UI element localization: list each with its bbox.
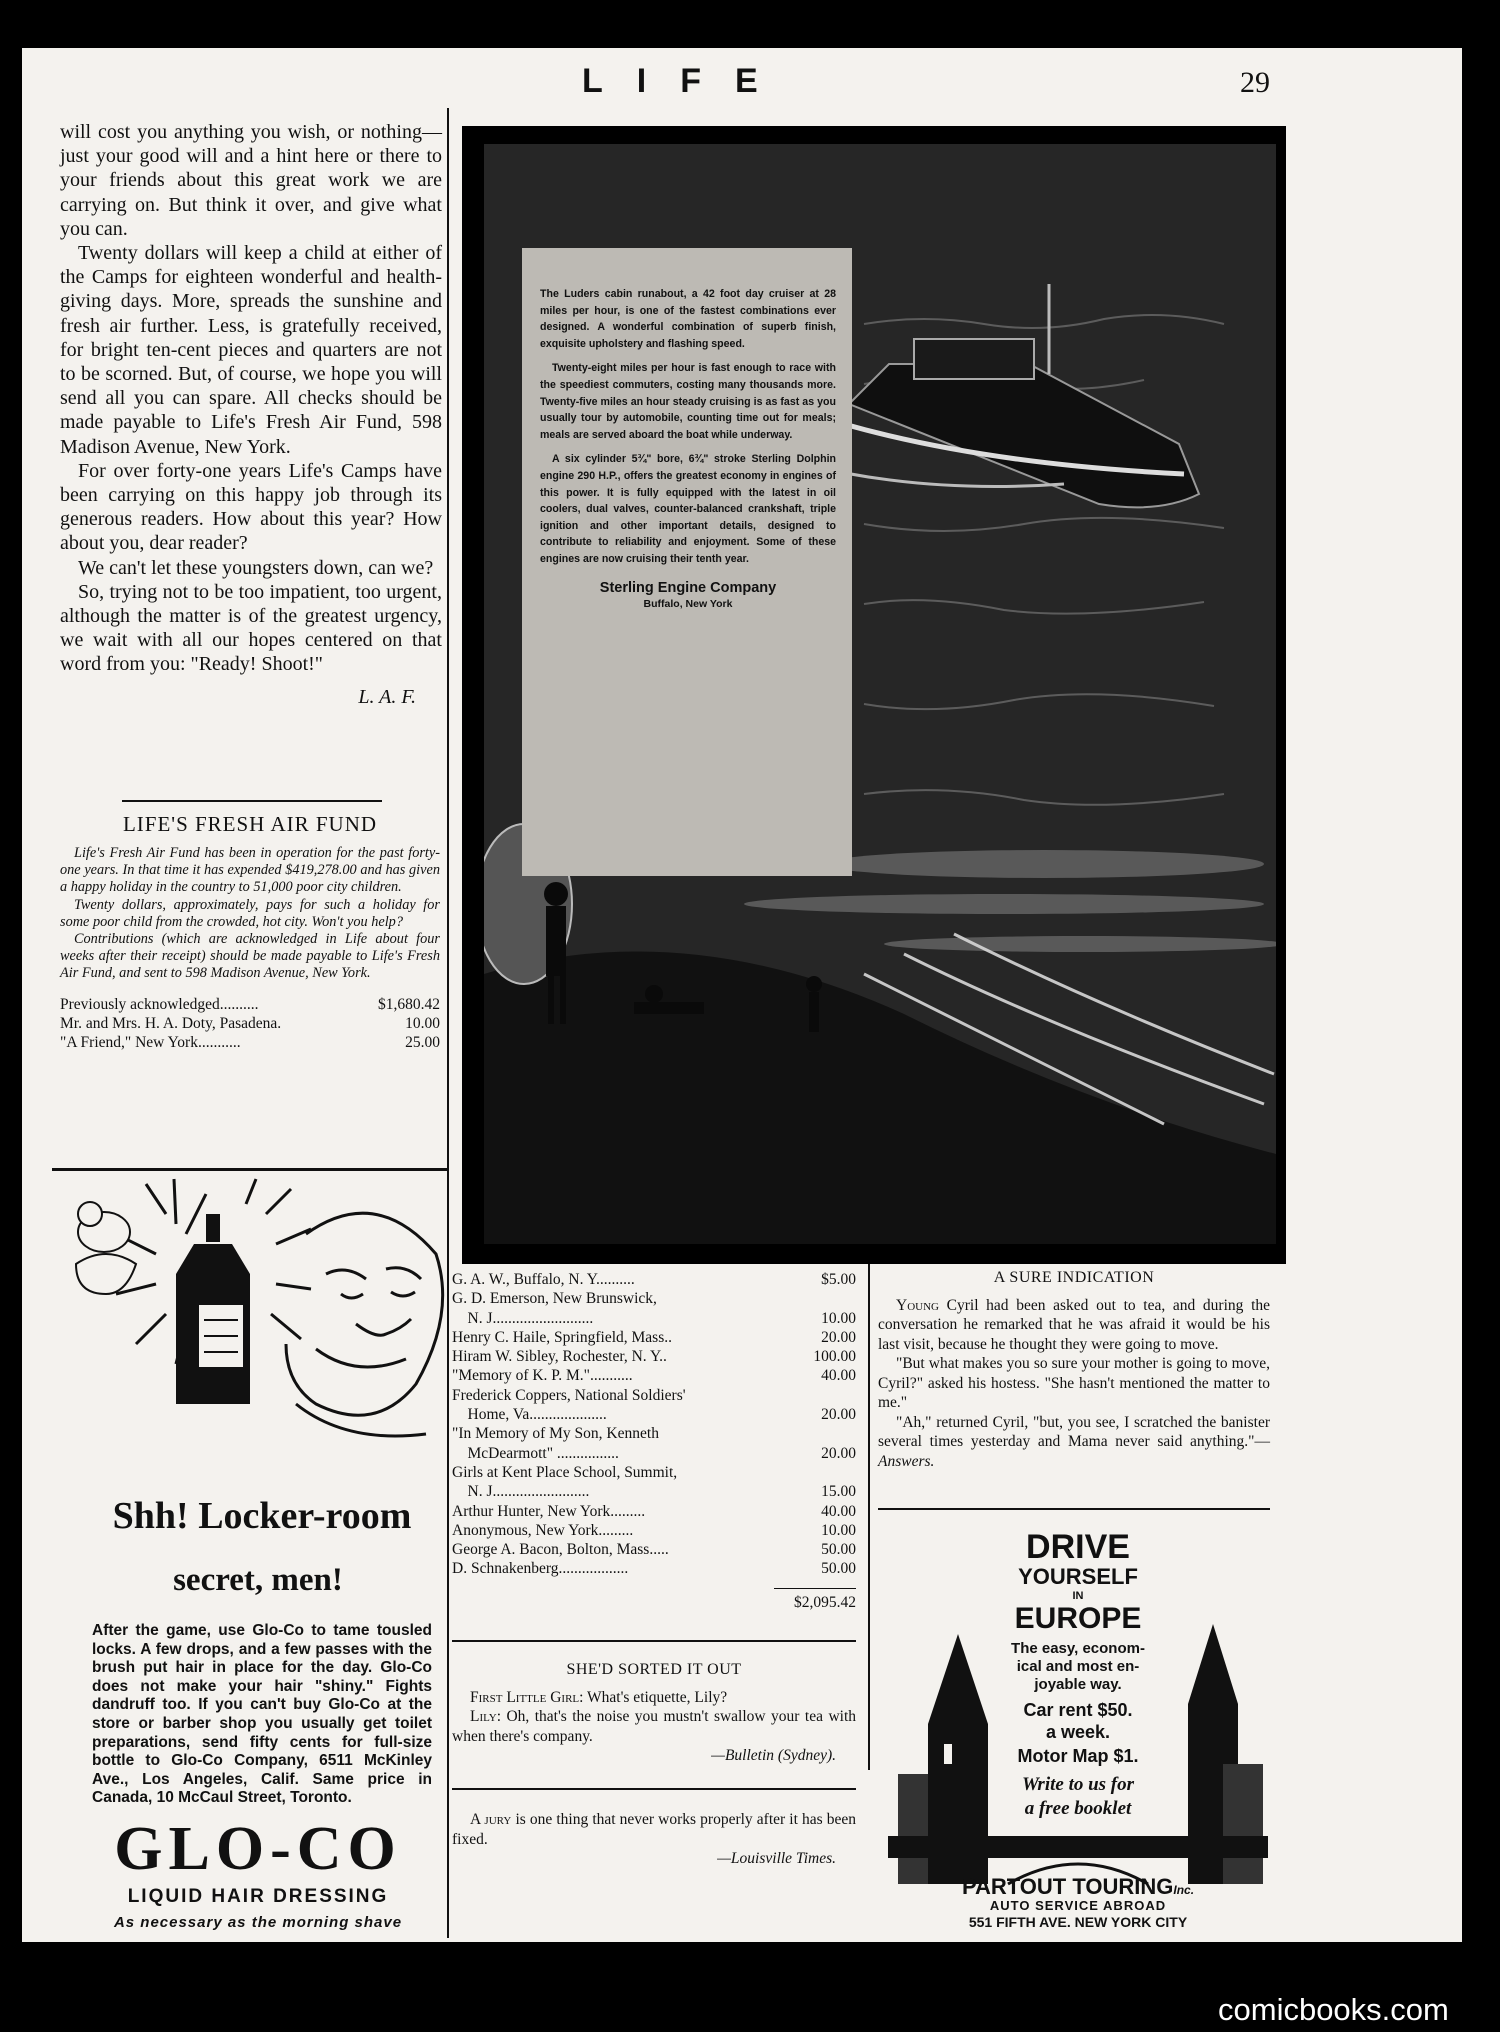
partout-address: 551 FIFTH AVE. NEW YORK CITY	[968, 1914, 1188, 1930]
fund-title: LIFE'S FRESH AIR FUND	[122, 812, 378, 836]
partout-rent: Car rent $50.	[1023, 1700, 1133, 1720]
contributor: "In Memory of My Son, Kenneth	[452, 1425, 659, 1443]
amount: 20.00	[821, 1328, 856, 1346]
jury-top-rule	[452, 1788, 856, 1790]
watermark: comicbooks.com	[1218, 1992, 1449, 2027]
contributor: N. J..........................	[452, 1309, 594, 1327]
amount: $5.00	[821, 1271, 856, 1288]
sterling-city: Buffalo, New York	[643, 598, 733, 611]
editorial-paragraph: Twenty dollars will keep a child at either of the Camps for eighteen wonderful and health-giving days. More, spreads the sunshine and fresh air further. Less, is gratefully received, for bright ten-cent pieces and quarters are not to be scorned. But, of course, we hope you will send all you can spare. All checks should be made payable to Life's Fresh Air Fund, 598 Madison Avenue, New York.	[60, 242, 442, 458]
contributor: Henry C. Haile, Springfield, Mass..	[452, 1328, 672, 1346]
list-item	[452, 1424, 856, 1443]
ledger-amount: $1,680.42	[378, 995, 440, 1013]
partout-touring-advertisement	[888, 1524, 1268, 1936]
partout-rent: a week.	[1045, 1722, 1111, 1742]
partout-body: The easy, econom-	[1011, 1640, 1145, 1657]
partout-map: Motor Map $1.	[1017, 1746, 1139, 1766]
ledger-row	[60, 1033, 440, 1052]
attribution: —Bulletin (Sydney).	[711, 1747, 836, 1764]
amount: 40.00	[821, 1502, 856, 1520]
contributions-list	[452, 1270, 856, 1612]
cherub-icon	[76, 1202, 136, 1294]
amount	[778, 1386, 856, 1405]
list-item	[452, 1405, 856, 1424]
ledger-row	[60, 995, 440, 1014]
partout-company	[888, 1874, 1268, 1900]
list-item	[452, 1521, 856, 1540]
ledger-row	[60, 1014, 440, 1033]
amount: 50.00	[821, 1541, 856, 1559]
editorial-paragraph: For over forty-one years Life's Camps have been carrying on this happy job through its generous readers. How about this year? How about you, dear reader?	[60, 459, 442, 555]
joke-title: A SURE INDICATION	[993, 1269, 1155, 1286]
sterling-ad-copy	[522, 248, 852, 876]
sterling-paragraph: Twenty-eight miles per hour is fast enough to race with the speediest commuters, costing many thousands more. Twenty-five miles an hour steady cruising is as fast as you usually tour by automobile, counting time out for meals; meals are served aboard the boat while underway.	[540, 362, 836, 441]
story-paragraph: "But what makes you so sure your mother is going to move, Cyril?" asked his hostess. "She hasn't mentioned the matter to me."	[878, 1355, 1270, 1411]
list-item	[452, 1366, 856, 1385]
contributor: Arthur Hunter, New York.........	[452, 1502, 646, 1520]
fund-paragraph: Contributions (which are acknowledged in Life about four weeks after their receipt) should be made payable to Life's Fresh Air Fund, and sent to 598 Madison Avenue, New York.	[60, 931, 440, 982]
quip-text: is one thing that never works properly after it has been fixed.	[452, 1811, 856, 1848]
fund-paragraph: Twenty dollars, approximately, pays for such a holiday for some poor child from the crowded, hot city. Won't you help?	[60, 896, 440, 930]
partout-service: AUTO SERVICE ABROAD	[989, 1898, 1167, 1913]
amount: 50.00	[821, 1560, 856, 1578]
story-lead: Young	[896, 1296, 939, 1314]
list-item	[452, 1502, 856, 1521]
dialogue: What's etiquette, Lily?	[587, 1688, 728, 1706]
page-number: 29	[1240, 66, 1270, 99]
contributor: Anonymous, New York.........	[452, 1521, 634, 1539]
ledger-label: "A Friend," New York...........	[60, 1033, 241, 1051]
list-item	[452, 1347, 856, 1366]
magazine-page	[22, 48, 1462, 1942]
amount: 20.00	[821, 1444, 856, 1462]
contributor: G. A. W., Buffalo, N. Y..........	[452, 1271, 635, 1288]
partout-europe: EUROPE	[1014, 1602, 1142, 1635]
sterling-paragraph: A six cylinder 5¾" bore, 6¾" stroke Sterling Dolphin engine 290 H.P., offers the greatest economy in engines of this power. It is fully equipped with the latest in oil coolers, dual valves, counter-balanced crankshaft, triple ignition and other important details, designed to contribute to reliability and enjoyment. Some of these engines are now cruising their tenth year.	[540, 453, 836, 565]
ledger-label: Mr. and Mrs. H. A. Doty, Pasadena.	[60, 1014, 282, 1032]
list-item	[452, 1463, 856, 1482]
fund-text	[60, 845, 440, 983]
partout-top-rule	[878, 1508, 1270, 1510]
contributor: Home, Va....................	[452, 1406, 607, 1424]
amount	[778, 1289, 856, 1308]
attribution: Answers.	[878, 1452, 935, 1470]
fund-top-rule	[122, 800, 382, 802]
list-item	[452, 1482, 856, 1501]
speaker: Lily:	[470, 1708, 501, 1725]
partout-body: joyable way.	[1034, 1676, 1122, 1693]
speaker: First Little Girl:	[470, 1688, 584, 1706]
gloco-logo: GLO-CO	[114, 1815, 402, 1883]
gloco-tagline: As necessary as the morning shave	[113, 1914, 403, 1931]
editorial-column	[60, 120, 442, 709]
story-text: "Ah," returned Cyril, "but, you see, I scratched the banister several times yesterday and Mama never said anything."—	[878, 1413, 1270, 1450]
contributor: Girls at Kent Place School, Summit,	[452, 1463, 678, 1481]
amount: 10.00	[821, 1521, 856, 1539]
gloco-advertisement	[56, 1174, 448, 1934]
sterling-company: Sterling Engine Company	[599, 579, 777, 596]
amount: 10.00	[821, 1309, 856, 1327]
attribution: —Louisville Times.	[717, 1850, 836, 1867]
gloco-top-rule	[52, 1168, 448, 1171]
smiling-man-face-icon	[286, 1213, 443, 1436]
a-sure-indication	[878, 1268, 1270, 1471]
company-suffix: Inc.	[1173, 1883, 1195, 1897]
partout-write: a free booklet	[1024, 1798, 1132, 1819]
fund-ledger	[60, 995, 440, 1052]
signature: L. A. F.	[358, 685, 416, 708]
list-item	[452, 1386, 856, 1405]
column-rule-mid	[868, 1264, 870, 1770]
contributor: Hiram W. Sibley, Rochester, N. Y..	[452, 1348, 667, 1366]
sorted-top-rule	[452, 1640, 856, 1642]
ledger-amount: 25.00	[405, 1033, 440, 1051]
gloco-illustration	[56, 1174, 448, 1474]
contributor: McDearmott" ................	[452, 1444, 619, 1462]
list-item	[452, 1444, 856, 1463]
partout-drive: DRIVE	[1026, 1528, 1130, 1566]
contributor: George A. Bacon, Bolton, Mass.....	[452, 1541, 669, 1559]
amount: 100.00	[813, 1348, 856, 1366]
amount: 40.00	[821, 1367, 856, 1385]
contributor: D. Schnakenberg..................	[452, 1560, 629, 1578]
dialogue: Oh, that's the noise you mustn't swallow your tea with when there's company.	[452, 1708, 856, 1745]
contributor: N. J.........................	[452, 1483, 590, 1501]
shed-sorted-it-out	[452, 1660, 856, 1766]
joke-title: SHE'D SORTED IT OUT	[566, 1661, 742, 1678]
masthead: LIFE	[582, 62, 792, 100]
ledger-amount: 10.00	[405, 1014, 440, 1032]
editorial-paragraph: So, trying not to be too impatient, too urgent, although the matter is of the greatest urgency, we wait with all our hopes centered on that word from you: "Ready! Shoot!"	[60, 580, 442, 676]
gloco-headline: Shh! Locker-room	[112, 1495, 412, 1537]
amount	[778, 1424, 856, 1443]
gloco-subheadline: secret, men!	[173, 1562, 343, 1598]
fresh-air-fund-box	[60, 812, 440, 1052]
contributor: Frederick Coppers, National Soldiers'	[452, 1386, 686, 1404]
list-item	[452, 1309, 856, 1328]
editorial-paragraph: We can't let these youngsters down, can we?	[78, 556, 434, 579]
partout-body: ical and most en-	[1016, 1658, 1140, 1675]
company-name: PARTOUT TOURING	[961, 1874, 1174, 1899]
list-item	[452, 1328, 856, 1347]
partout-write: Write to us for	[1021, 1774, 1135, 1795]
story-text: Cyril had been asked out to tea, and during the conversation he remarked that he was afraid it would be his last visit, because he thought they were going to move.	[878, 1296, 1270, 1353]
partout-in: IN	[1072, 1590, 1084, 1602]
list-item	[452, 1559, 856, 1578]
amount: 20.00	[821, 1406, 856, 1424]
gloco-body: After the game, use Glo-Co to tame tousled locks. A few drops, and a few passes with the brush put hair in place for the day. Glo-Co does not make your hair "shiny." Fights dandruff too. If you can't buy Glo-Co at the store or barber shop you usually get toilet preparations, send fifty cents for full-size bottle to Glo-Co Company, 6511 McKinley Ave., Los Angeles, Calif. Same price in Canada, 10 McCaul Street, Toronto.	[92, 1622, 432, 1807]
amount: 15.00	[821, 1483, 856, 1501]
sterling-paragraph: The Luders cabin runabout, a 42 foot day cruiser at 28 miles per hour, is one of the fastest combinations ever designed. A wonderful combination of superb finish, exquisite upholstery and flashing speed.	[540, 288, 836, 350]
editorial-paragraph: will cost you anything you wish, or nothing—just your good will and a hint here or there to your friends about this great work we are carrying on. But think it over, and give what you can.	[60, 121, 442, 240]
jury-quip	[452, 1810, 856, 1869]
total-rule	[774, 1588, 856, 1589]
contributions-total: $2,095.42	[794, 1593, 856, 1611]
list-item	[452, 1270, 856, 1289]
contributor: G. D. Emerson, New Brunswick,	[452, 1290, 657, 1308]
gloco-product-line: LIQUID HAIR DRESSING	[127, 1886, 389, 1907]
list-item	[452, 1540, 856, 1559]
list-item	[452, 1289, 856, 1308]
amount	[778, 1463, 856, 1482]
quip-lead: A jury	[470, 1811, 512, 1828]
partout-yourself: YOURSELF	[1018, 1564, 1138, 1589]
bottle-icon	[176, 1214, 250, 1404]
contributor: "Memory of K. P. M."...........	[452, 1367, 633, 1385]
ledger-label: Previously acknowledged..........	[60, 995, 259, 1013]
fund-paragraph: Life's Fresh Air Fund has been in operation for the past forty-one years. In that time it has expended $419,278.00 and has given a happy holiday in the country to 51,000 poor city children.	[60, 845, 440, 896]
